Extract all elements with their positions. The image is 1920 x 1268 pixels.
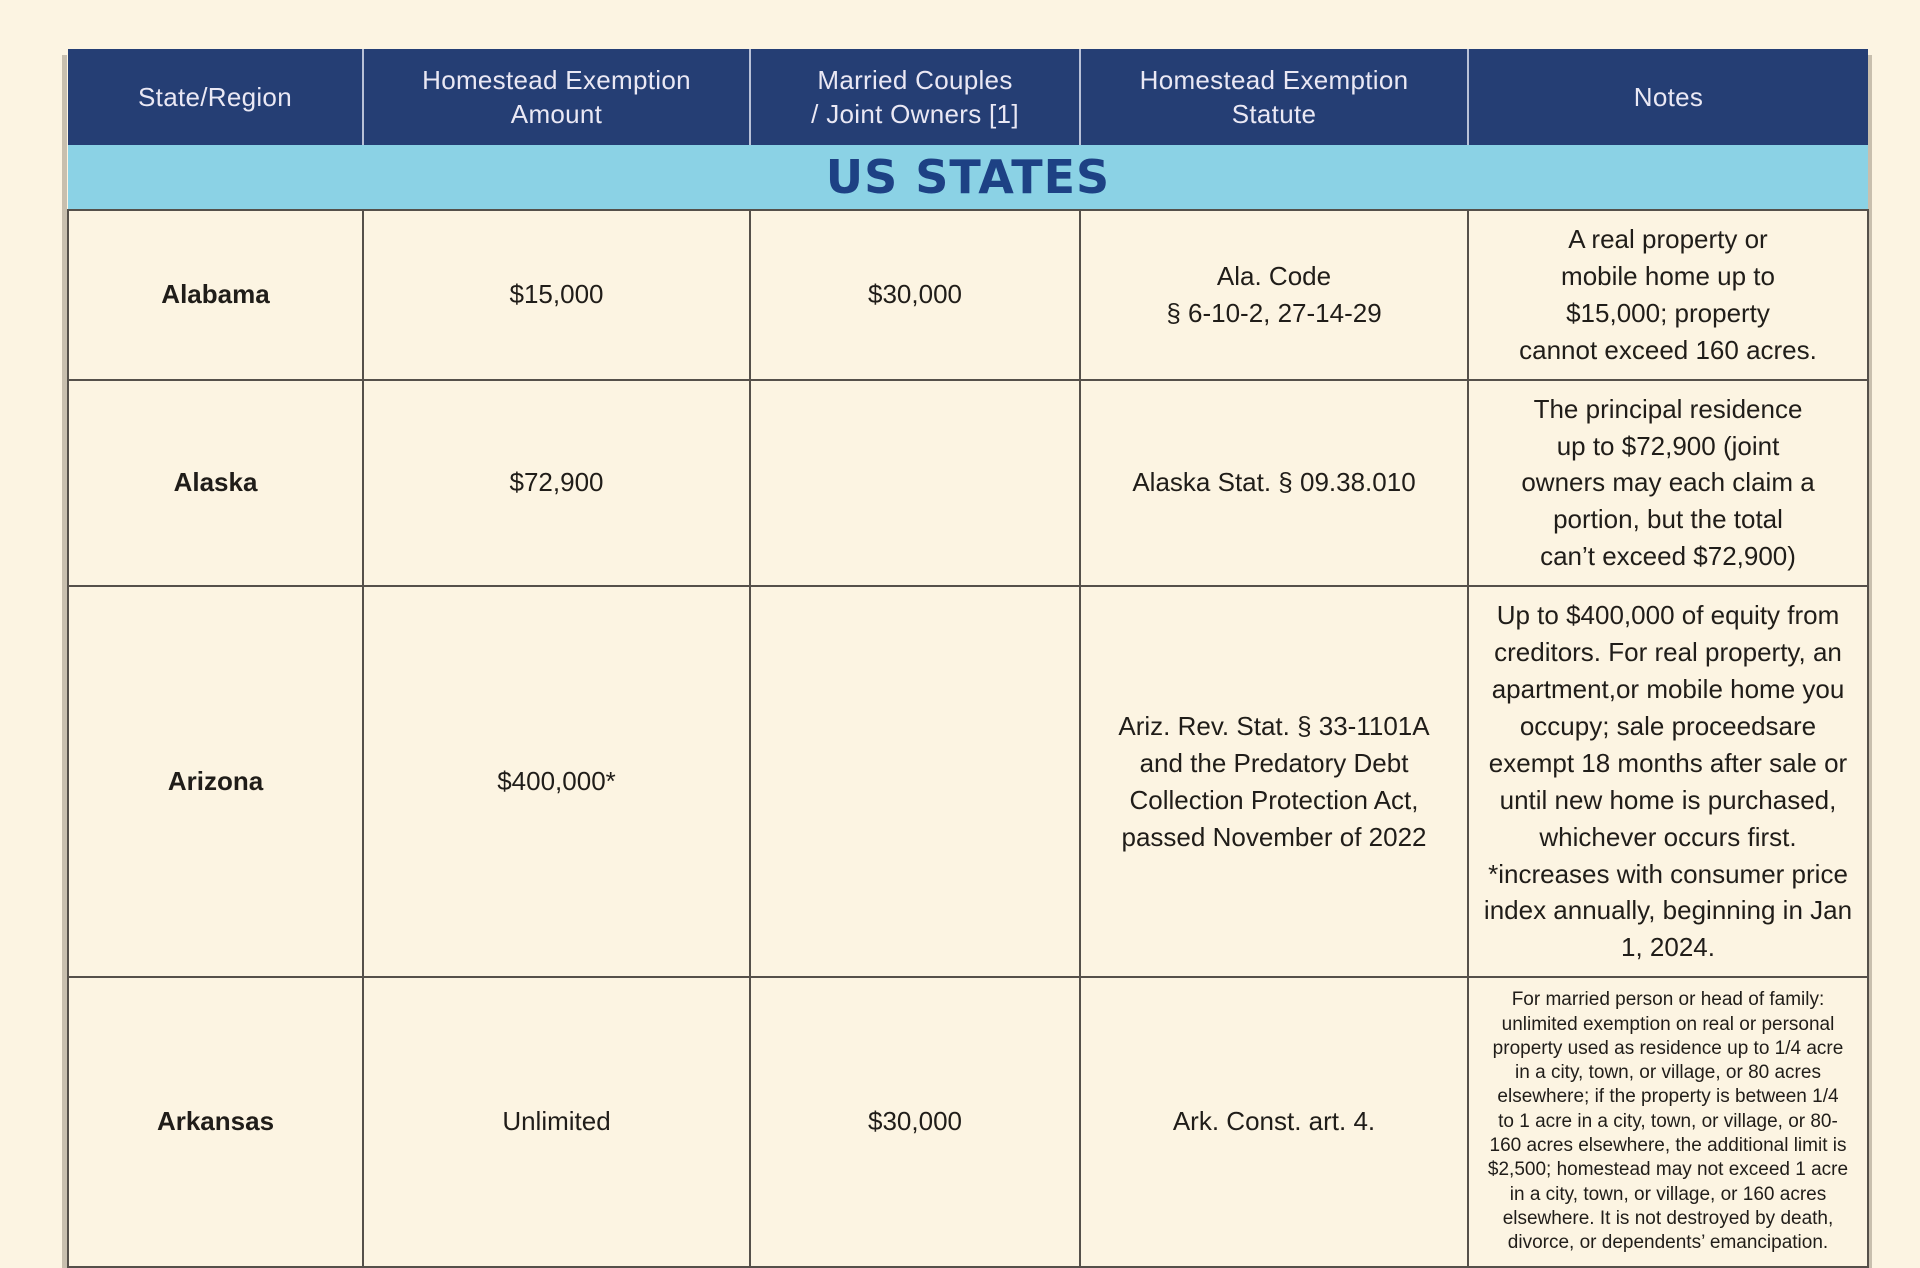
homestead-exemption-table [67, 49, 1867, 1268]
married-joint-cell: $30,000 [750, 210, 1080, 380]
section-banner-row [68, 145, 1868, 210]
table-row-alaska [68, 380, 1868, 587]
table-header-row [68, 49, 1868, 145]
statute-cell: Ala. Code § 6-10-2, 27-14-29 [1080, 210, 1468, 380]
column-header-state-region: State/Region [68, 49, 363, 145]
statute-cell: Ark. Const. art. 4. [1080, 977, 1468, 1266]
state-name-cell: Alaska [68, 380, 363, 587]
homestead-table [67, 49, 1869, 1268]
notes-cell: For married person or head of family: unlimited exemption on real or personal property used as residence up to 1/4 acre in a city, town, or village, or 80 acres elsewhere; if the property is between 1/4 to 1 acre in a city, town, or village, or 80-160 acres elsewhere, the additional limit is $2,500; homestead may not exceed 1 acre in a city, town, or village, or 160 acres elsewhere. It is not destroyed by death, divorce, or dependents’ emancipation. [1468, 977, 1868, 1266]
column-header-married-couples: Married Couples / Joint Owners [1] [750, 49, 1080, 145]
state-name-cell: Alabama [68, 210, 363, 380]
table-row-alabama [68, 210, 1868, 380]
section-banner-title: US STATES [825, 150, 1111, 204]
notes-cell: A real property or mobile home up to $15,000; property cannot exceed 160 acres. [1468, 210, 1868, 380]
section-banner-cell [68, 145, 1868, 210]
statute-cell: Alaska Stat. § 09.38.010 [1080, 380, 1468, 587]
table-row-arizona [68, 586, 1868, 977]
state-name-cell: Arizona [68, 586, 363, 977]
notes-cell: Up to $400,000 of equity from creditors. For real property, an apartment,or mobile home you occupy; sale proceedsare exempt 18 months after sale or until new home is purchased, whichever occurs first. *increases with consumer price index annually, beginning in Jan 1, 2024. [1468, 586, 1868, 977]
statute-cell: Ariz. Rev. Stat. § 33-1101A and the Predatory Debt Collection Protection Act, passed November of 2022 [1080, 586, 1468, 977]
column-header-notes: Notes [1468, 49, 1868, 145]
column-header-exemption-amount: Homestead Exemption Amount [363, 49, 750, 145]
married-joint-cell: $30,000 [750, 977, 1080, 1266]
table-row-arkansas [68, 977, 1868, 1266]
column-header-exemption-statute: Homestead Exemption Statute [1080, 49, 1468, 145]
state-name-cell: Arkansas [68, 977, 363, 1266]
exemption-amount-cell: $15,000 [363, 210, 750, 380]
notes-cell: The principal residence up to $72,900 (joint owners may each claim a portion, but the total can’t exceed $72,900) [1468, 380, 1868, 587]
exemption-amount-cell: $400,000* [363, 586, 750, 977]
married-joint-cell [750, 380, 1080, 587]
exemption-amount-cell: Unlimited [363, 977, 750, 1266]
exemption-amount-cell: $72,900 [363, 380, 750, 587]
married-joint-cell [750, 586, 1080, 977]
